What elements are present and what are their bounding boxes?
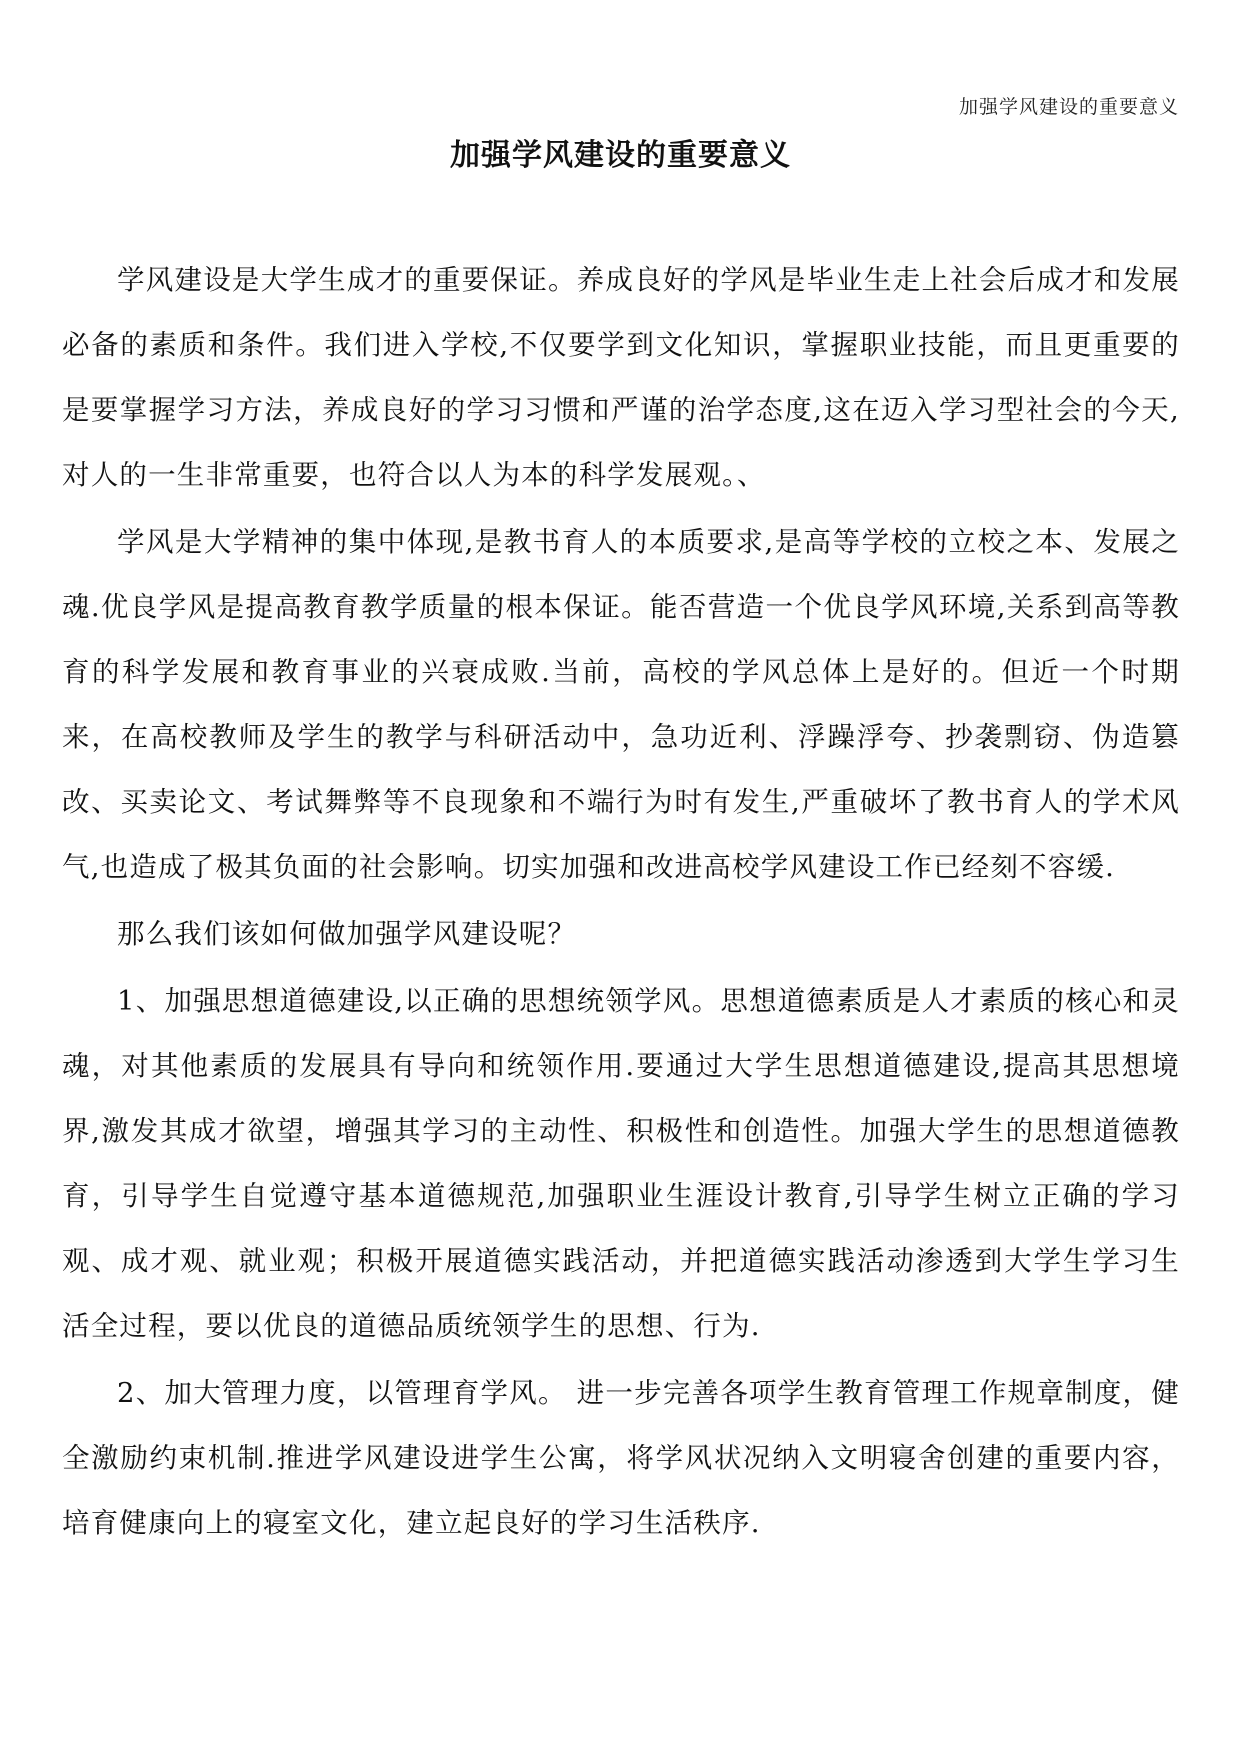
running-header: 加强学风建设的重要意义 [958,96,1179,118]
paragraph-intro: 学风建设是大学生成才的重要保证。养成良好的学风是毕业生走上社会后成才和发展必备的素质和条件。我们进入学校,不仅要学到文化知识，掌握职业技能，而且更重要的是要掌握学习方法，养成良好的学习习惯和严谨的治学态度,这在迈入学习型社会的今天,对人的一生非常重要，也符合以人为本的科学发展观。、 [62,264,1180,491]
paragraph-point-2: 2、加大管理力度，以管理育学风。 进一步完善各项学生教育管理工作规章制度，健全激励约束机制.推进学风建设进学生公寓，将学风状况纳入文明寝舍创建的重要内容，培育健康向上的寝室文化，建立起良好的学习生活秩序. [62,1377,1180,1539]
paragraph-spirit: 学风是大学精神的集中体现,是教书育人的本质要求,是高等学校的立校之本、发展之魂.优良学风是提高教育教学质量的根本保证。能否营造一个优良学风环境,关系到高等教育的科学发展和教育事业的兴衰成败.当前，高校的学风总体上是好的。但近一个时期来，在高校教师及学生的教学与科研活动中，急功近利、浮躁浮夸、抄袭剽窃、伪造篡改、买卖论文、考试舞弊等不良现象和不端行为时有发生,严重破坏了教书育人的学术风气,也造成了极其负面的社会影响。切实加强和改进高校学风建设工作已经刻不容缓. [62,526,1180,883]
document-title: 加强学风建设的重要意义 [450,138,791,173]
paragraph-point-1: 1、加强思想道德建设,以正确的思想统领学风。思想道德素质是人才素质的核心和灵魂，对其他素质的发展具有导向和统领作用.要通过大学生思想道德建设,提高其思想境界,激发其成才欲望，增强其学习的主动性、积极性和创造性。加强大学生的思想道德教育，引导学生自觉遵守基本道德规范,加强职业生涯设计教育,引导学生树立正确的学习观、成才观、就业观；积极开展道德实践活动，并把道德实践活动渗透到大学生学习生活全过程，要以优良的道德品质统领学生的思想、行为. [62,985,1180,1342]
paragraph-question: 那么我们该如何做加强学风建设呢？ [117,918,577,950]
document-body [62,248,1180,1558]
